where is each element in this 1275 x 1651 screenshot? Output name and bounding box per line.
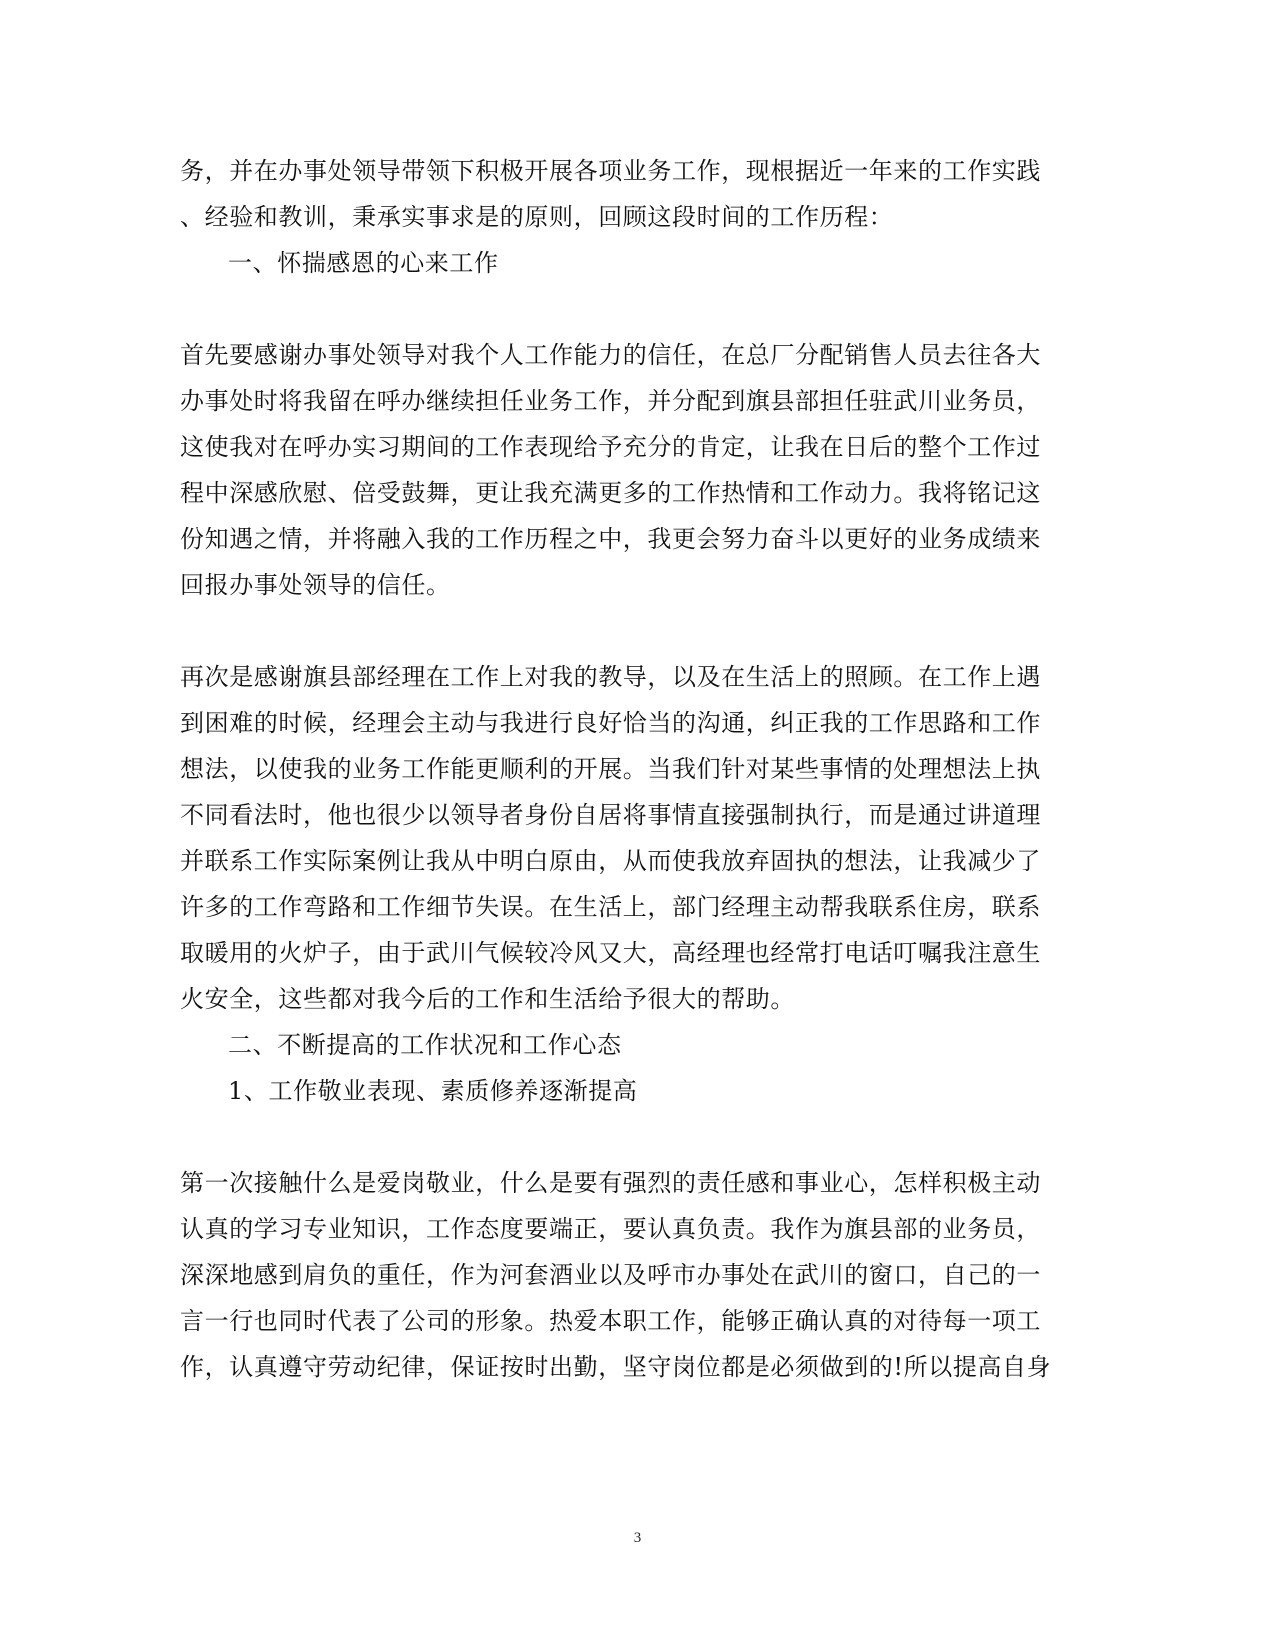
paragraph-line: 认真的学习专业知识，工作态度要端正，要认真负责。我作为旗县部的业务员，: [180, 1215, 1041, 1243]
paragraph-gap: [180, 608, 1070, 654]
paragraph-thanks-office-leaders: [180, 332, 1070, 608]
paragraph-line: 不同看法时，他也很少以领导者身份自居将事情直接强制执行，而是通过讲道理: [180, 801, 1041, 829]
paragraph-line: 份知遇之情，并将融入我的工作历程之中，我更会努力奋斗以更好的业务成绩来: [180, 525, 1041, 553]
page-number: 3: [633, 1530, 642, 1546]
intro-line: 、经验和教训，秉承实事求是的原则，回顾这段时间的工作历程：: [180, 203, 894, 231]
paragraph-line: 首先要感谢办事处领导对我个人工作能力的信任，在总厂分配销售人员去往各大: [180, 341, 1041, 369]
paragraph-thanks-manager: [180, 654, 1070, 1022]
paragraph-line: 想法，以使我的业务工作能更顺利的开展。当我们针对某些事情的处理想法上执: [180, 755, 1041, 783]
paragraph-line: 火安全，这些都对我今后的工作和生活给予很大的帮助。: [180, 985, 795, 1013]
document-body: [180, 148, 1070, 1390]
section-heading-work-status: 二、不断提高的工作状况和工作心态: [228, 1031, 622, 1059]
intro-line: 务，并在办事处领导带领下积极开展各项业务工作，现根据近一年来的工作实践: [180, 157, 1041, 185]
paragraph-line: 作，认真遵守劳动纪律，保证按时出勤，坚守岗位都是必须做到的!所以提高自身: [180, 1353, 1052, 1381]
paragraph-dedication: [180, 1160, 1070, 1390]
paragraph-line: 取暖用的火炉子，由于武川气候较冷风又大，高经理也经常打电话叮嘱我注意生: [180, 939, 1041, 967]
section-heading-gratitude: 一、怀揣感恩的心来工作: [228, 249, 499, 277]
paragraph-line: 言一行也同时代表了公司的形象。热爱本职工作，能够正确认真的对待每一项工: [180, 1307, 1041, 1335]
paragraph-line: 再次是感谢旗县部经理在工作上对我的教导，以及在生活上的照顾。在工作上遇: [180, 663, 1041, 691]
paragraph-gap: [180, 286, 1070, 332]
paragraph-line: 深深地感到肩负的重任，作为河套酒业以及呼市办事处在武川的窗口，自己的一: [180, 1261, 1041, 1289]
paragraph-line: 回报办事处领导的信任。: [180, 571, 451, 599]
paragraph-line: 这使我对在呼办实习期间的工作表现给予充分的肯定，让我在日后的整个工作过: [180, 433, 1041, 461]
paragraph-line: 到困难的时候，经理会主动与我进行良好恰当的沟通，纠正我的工作思路和工作: [180, 709, 1041, 737]
subsection-heading-dedication: 1、工作敬业表现、素质修养逐渐提高: [228, 1077, 638, 1105]
paragraph-line: 第一次接触什么是爱岗敬业，什么是要有强烈的责任感和事业心，怎样积极主动: [180, 1169, 1041, 1197]
paragraph-gap: [180, 1114, 1070, 1160]
paragraph-line: 办事处时将我留在呼办继续担任业务工作，并分配到旗县部担任驻武川业务员，: [180, 387, 1041, 415]
paragraph-line: 程中深感欣慰、倍受鼓舞，更让我充满更多的工作热情和工作动力。我将铭记这: [180, 479, 1041, 507]
paragraph-line: 并联系工作实际案例让我从中明白原由，从而使我放弃固执的想法，让我减少了: [180, 847, 1041, 875]
paragraph-line: 许多的工作弯路和工作细节失误。在生活上，部门经理主动帮我联系住房，联系: [180, 893, 1041, 921]
